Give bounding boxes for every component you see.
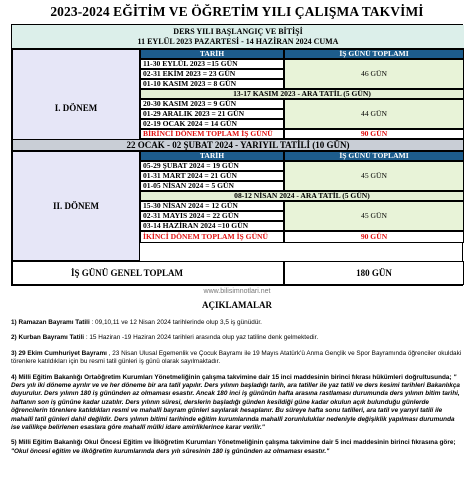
term1-block1-total: 46 GÜN <box>284 59 464 89</box>
note-lead: 4) Milli Eğitim Bakanlığı Ortaöğretim Kurumları Yönetmeliğinin çalışma takvimine dair 15 inci maddesinin birinci fıkrası hükümleri doğrultusunda; <box>11 373 452 381</box>
term2-days-header: İŞ GÜNÜ TOPLAMI <box>284 151 464 161</box>
term1-period-row: 02-19 OCAK 2024 = 14 GÜN <box>140 119 284 129</box>
site-watermark: www.bilisimnotlari.net <box>203 288 271 295</box>
note-lead: 5) Milli Eğitim Bakanlığı Okul Öncesi Eğitim ve İlköğretim Kurumları Yönetmeliğinin çalışma takvimine dair 5 inci maddesinin birinci fıkrasına göre; <box>11 439 456 447</box>
note-lead: 1) Ramazan Bayramı Tatili <box>11 319 90 326</box>
term1-total-label: BİRİNCİ DÖNEM TOPLAM İŞ GÜNÜ <box>140 129 284 139</box>
note-lead: 2) Kurban Bayramı Tatili <box>11 334 85 342</box>
term1-period-row: 11-30 EYLÜL 2023 =15 GÜN <box>140 59 284 69</box>
term2-block1-total: 45 GÜN <box>284 161 464 191</box>
note-item <box>11 439 465 456</box>
academic-year-header-line1: DERS YILI BAŞLANGIÇ VE BİTİŞİ <box>173 26 303 36</box>
notes-title: AÇIKLAMALAR <box>201 300 272 310</box>
term1-midterm-break: 13-17 KASIM 2023 - ARA TATİL (5 GÜN) <box>140 89 464 99</box>
term1-period-row: 20-30 KASIM 2023 = 9 GÜN <box>140 99 284 109</box>
grand-total-label: İŞ GÜNÜ GENEL TOPLAM <box>12 261 284 285</box>
grand-total-value: 180 GÜN <box>284 261 464 285</box>
term2-period-row: 15-30 NİSAN 2024 = 12 GÜN <box>140 201 284 211</box>
note-text: : 09,10,11 ve 12 Nisan 2024 tarihlerinde olup 3,5 iş günüdür. <box>89 319 262 326</box>
note-item <box>11 350 465 367</box>
term2-total-label: İKİNCİ DÖNEM TOPLAM İŞ GÜNÜ <box>140 231 284 243</box>
term1-period-row: 02-31 EKİM 2023 = 23 GÜN <box>140 69 284 79</box>
term1-period-row: 01-10 KASIM 2023 = 8 GÜN <box>140 79 284 89</box>
term2-midterm-break: 08-12 NİSAN 2024 - ARA TATİL (5 GÜN) <box>140 191 464 201</box>
term2-total-value: 90 GÜN <box>284 231 464 243</box>
note-item <box>11 319 465 327</box>
term2-period-row: 02-31 MAYIS 2024 = 22 GÜN <box>140 211 284 221</box>
term2-period-row: 03-14 HAZİRAN 2024 =10 GÜN <box>140 221 284 231</box>
note-lead: 3) 29 Ekim Cumhuriyet Bayramı <box>11 349 107 357</box>
note-text: , 23 Nisan Ulusal Egemenlik ve Çocuk Bayramı ile 19 Mayıs Atatürk'ü Anma Gençlik ve Spor Bayramında öğrenciler okuldaki törenlere katıldıkları için bu resmi tatil günleri iş günü olarak sayılmaktadır. <box>11 349 462 366</box>
note-text: " Ders yılı iki döneme ayrılır ve ve her döneme bir ara tatil yapılır. Ders yılının başladığı tarih, ara tatiller ile yaz tatili ve ders kesimi tarihleri Bakanlıkça duyurulur. Ders yılının 180 iş gününden az olmaması esastır. Ancak 180 inci iş gününün hafta arasına rastlaması durumunda ders yılının bitim tarihi, haftanın son iş gününe kadar uzatılır. Ders yılının süresi, derslerin başladığı günden kesildiği güne kadar okulun açık bulunduğu günlerde öğrencilerin törenlere katıldıkları resmî ve mahallî bayram günleri sayılarak hesaplanır. Bu süreye hafta sonu tatilleri, ara tatil ve yarıyıl tatili ile mahallî tatil günleri dahil değildir. Ders yılının bitimi tarihinde eğitim kurumlarında mahallî zorunluluklar nedeniyle değişiklik yapılması durumunda ise valilikçe belirlenen esaslara göre mahallî mülki idare amirliklerince karar verilir." <box>11 373 460 432</box>
term1-date-header: TARİH <box>140 49 284 59</box>
term1-total-value: 90 GÜN <box>284 129 464 139</box>
calendar-table <box>11 24 463 286</box>
term2-period-row: 01-31 MART 2024 = 21 GÜN <box>140 171 284 181</box>
term1-block2-total: 44 GÜN <box>284 99 464 129</box>
term2-period-row: 05-29 ŞUBAT 2024 = 19 GÜN <box>140 161 284 171</box>
academic-year-header-line2: 11 EYLÜL 2023 PAZARTESİ - 14 HAZİRAN 2024 CUMA <box>137 36 339 46</box>
term1-label: I. DÖNEM <box>12 49 140 167</box>
note-item <box>11 334 465 342</box>
term2-period-row: 01-05 NİSAN 2024 = 5 GÜN <box>140 181 284 191</box>
winter-break: 22 OCAK - 02 ŞUBAT 2024 - YARIYIL TATİLİ (10 GÜN) <box>12 139 464 151</box>
note-text: "Okul öncesi eğitim ve ilköğretim kurumlarında ders yılı süresinin 180 iş gününden az olmaması esastır." <box>11 447 330 455</box>
notes-list <box>11 312 465 456</box>
page-title: 2023-2024 EĞİTİM VE ÖĞRETİM YILI ÇALIŞMA TAKVİMİ <box>50 4 424 19</box>
term1-days-header: İŞ GÜNÜ TOPLAMI <box>284 49 464 59</box>
note-text: : 15 Haziran -19 Haziran 2024 tarihleri arasında olup yaz tatiline denk gelmektedir. <box>84 334 319 342</box>
term2-date-header: TARİH <box>140 151 284 161</box>
term1-period-row: 01-29 ARALIK 2023 = 21 GÜN <box>140 109 284 119</box>
term2-block2-total: 45 GÜN <box>284 201 464 231</box>
note-item <box>11 374 465 433</box>
academic-year-header <box>12 25 464 49</box>
term2-label: II. DÖNEM <box>12 151 140 261</box>
